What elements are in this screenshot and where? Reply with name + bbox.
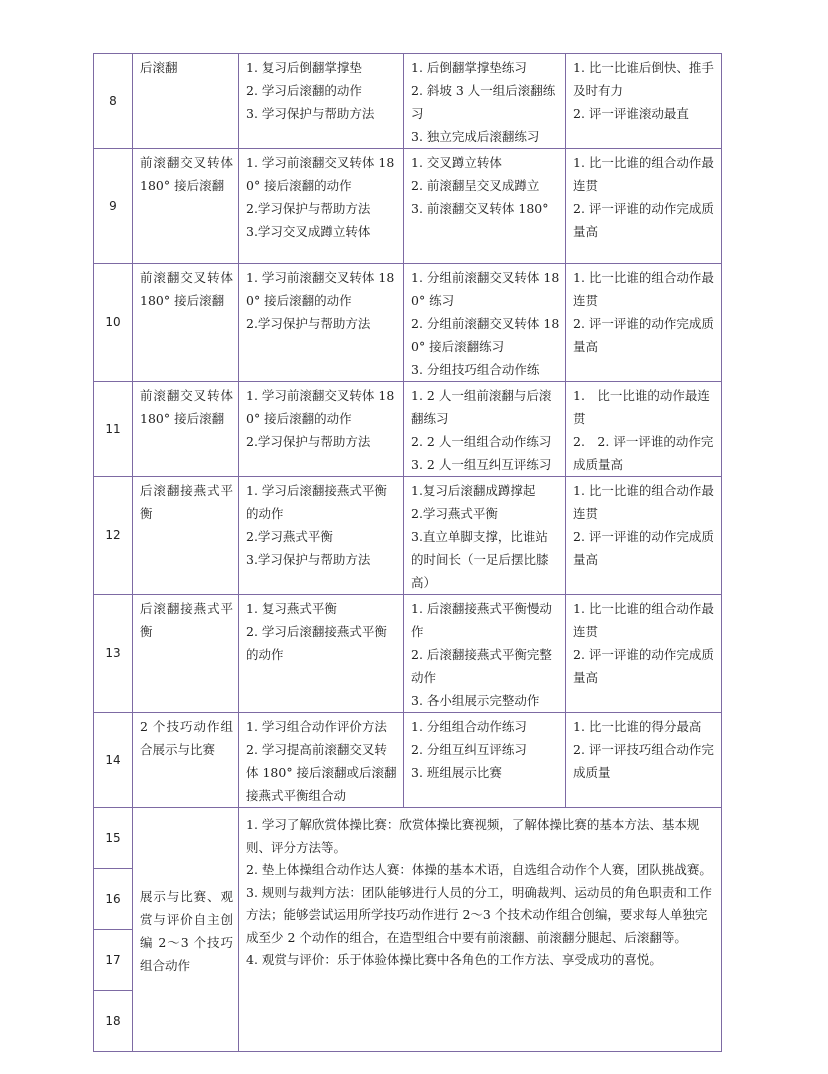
table-row [94,382,722,477]
lesson-goals: 1. 复习后倒翻掌撑垫 2. 学习后滚翻的动作 3. 学习保护与帮助方法 [239,54,404,149]
lesson-number: 12 [94,477,133,595]
table-row [94,595,722,713]
lesson-goals: 1. 学习前滚翻交叉转体 180° 接后滚翻的动作 2.学习保护与帮助方法 [239,382,404,477]
lesson-plan-table [93,53,722,1052]
lesson-goals: 1. 学习组合动作评价方法 2. 学习提高前滚翻交叉转体 180° 接后滚翻或后滚翻接燕式平衡组合动 [239,713,404,808]
lesson-evaluation: 1. 比一比谁的组合动作最连贯 2. 评一评谁的动作完成质量高 [566,595,722,713]
lesson-number: 11 [94,382,133,477]
lesson-evaluation: 1. 比一比谁的组合动作最连贯 2. 评一评谁的动作完成质量高 [566,264,722,382]
lesson-number: 14 [94,713,133,808]
lesson-goals: 1. 复习燕式平衡 2. 学习后滚翻接燕式平衡的动作 [239,595,404,713]
lesson-topic: 后滚翻接燕式平衡 [133,595,239,713]
table-row [94,54,722,149]
lesson-evaluation: 1. 比一比谁的组合动作最连贯 2. 评一评谁的动作完成质量高 [566,477,722,595]
lesson-practice: 1. 2 人一组前滚翻与后滚翻练习 2. 2 人一组组合动作练习 3. 2 人一组互纠互评练习 [404,382,566,477]
lesson-practice: 1.复习后滚翻成蹲撑起 2.学习燕式平衡 3.直立单脚支撑，比谁站的时间长（一足后摆比膝高） [404,477,566,595]
lesson-number: 8 [94,54,133,149]
lesson-topic: 2 个技巧动作组合展示与比赛 [133,713,239,808]
lesson-practice: 1. 分组前滚翻交叉转体 180° 练习 2. 分组前滚翻交叉转体 180° 接后滚翻练习 3. 分组技巧组合动作练 [404,264,566,382]
lesson-practice: 1. 后倒翻掌撑垫练习 2. 斜坡 3 人一组后滚翻练习 3. 独立完成后滚翻练习 [404,54,566,149]
lesson-goals: 1. 学习前滚翻交叉转体 180° 接后滚翻的动作 2.学习保护与帮助方法 3.学习交叉成蹲立转体 [239,149,404,264]
lesson-goals: 1. 学习后滚翻接燕式平衡的动作 2.学习燕式平衡 3.学习保护与帮助方法 [239,477,404,595]
lesson-topic: 前滚翻交叉转体 180° 接后滚翻 [133,149,239,264]
lesson-number: 13 [94,595,133,713]
lesson-topic: 前滚翻交叉转体 180° 接后滚翻 [133,264,239,382]
lesson-topic: 后滚翻 [133,54,239,149]
final-lesson-content: 1. 学习了解欣赏体操比赛：欣赏体操比赛视频，了解体操比赛的基本方法、基本规则、评分方法等。 2. 垫上体操组合动作达人赛：体操的基本术语，自选组合动作个人赛，团队挑战赛。 3. 规则与裁判方法：团队能够进行人员的分工，明确裁判、运动员的角色职责和工作方法；能够尝试运用所学技巧动作进行 2～3 个技术动作组合创编，要求每人单独完成至少 2 个动作的组合，在造型组合中要有前滚翻、前滚翻分腿起、后滚翻等。 4. 观赏与评价：乐于体验体操比赛中各角色的工作方法、享受成功的喜悦。 [239,808,722,1052]
lesson-evaluation: 1. 比一比谁的得分最高 2. 评一评技巧组合动作完成质量 [566,713,722,808]
lesson-number: 16 [94,869,133,930]
lesson-evaluation: 1. 比一比谁的组合动作最连贯 2. 评一评谁的动作完成质量高 [566,149,722,264]
lesson-goals: 1. 学习前滚翻交叉转体 180° 接后滚翻的动作 2.学习保护与帮助方法 [239,264,404,382]
lesson-topic: 前滚翻交叉转体 180° 接后滚翻 [133,382,239,477]
lesson-practice: 1. 后滚翻接燕式平衡慢动作 2. 后滚翻接燕式平衡完整动作 3. 各小组展示完整动作 [404,595,566,713]
lesson-topic: 后滚翻接燕式平衡 [133,477,239,595]
lesson-evaluation: 1. 比一比谁后倒快、推手及时有力 2. 评一评谁滚动最直 [566,54,722,149]
lesson-number: 10 [94,264,133,382]
lesson-number: 9 [94,149,133,264]
table-row [94,477,722,595]
lesson-evaluation: 1. 比一比谁的动作最连贯 2. 2. 评一评谁的动作完成质量高 [566,382,722,477]
lesson-topic: 展示与比赛、观赏与评价自主创编 2～3 个技巧组合动作 [133,808,239,1052]
table-row [94,713,722,808]
table-row [94,264,722,382]
lesson-number: 18 [94,991,133,1052]
table-row [94,808,722,869]
lesson-number: 17 [94,930,133,991]
lesson-number: 15 [94,808,133,869]
lesson-practice: 1. 交叉蹲立转体 2. 前滚翻呈交叉成蹲立 3. 前滚翻交叉转体 180° [404,149,566,264]
lesson-practice: 1. 分组组合动作练习 2. 分组互纠互评练习 3. 班组展示比赛 [404,713,566,808]
table-row [94,149,722,264]
